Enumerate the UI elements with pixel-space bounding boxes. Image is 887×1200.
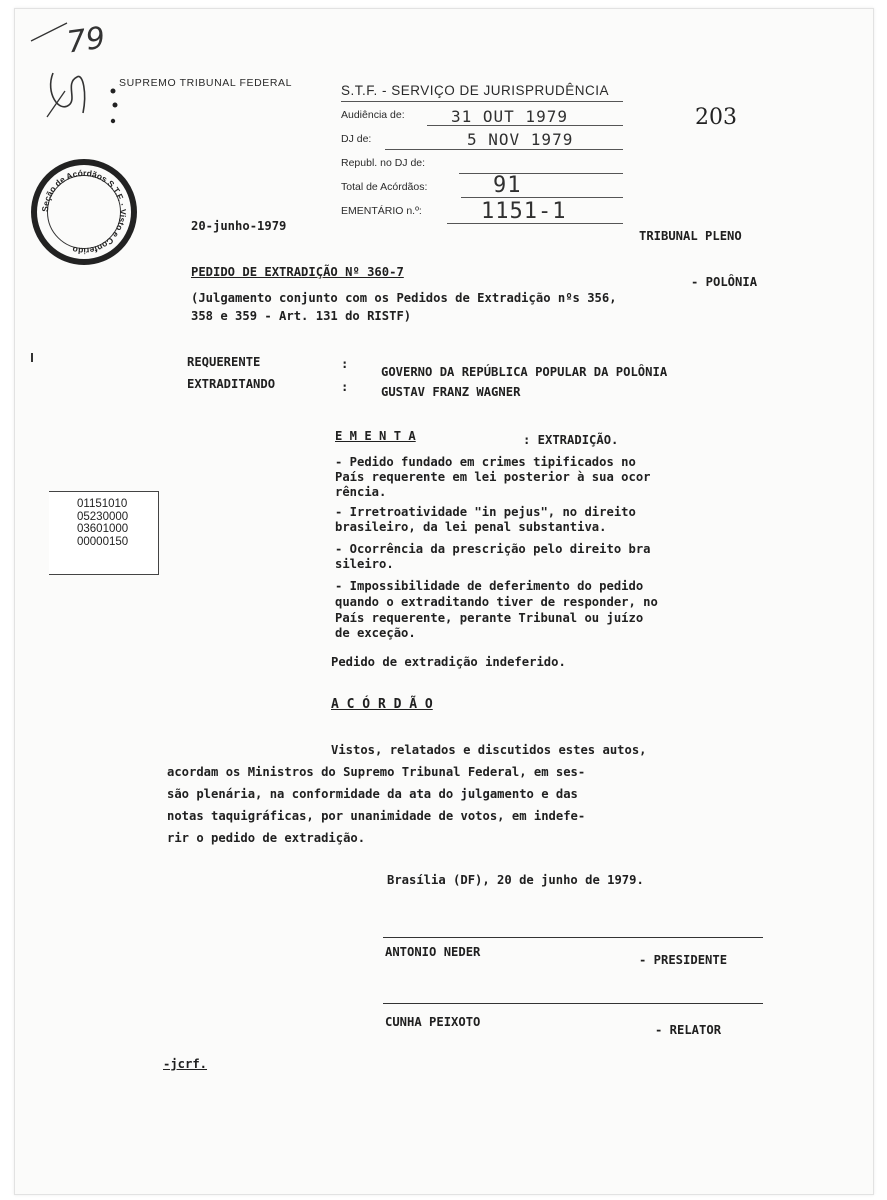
party-sep-requerente: : [341,357,349,371]
acordao-heading: A C Ó R D Ã O [331,697,433,712]
ementa-item-4-line-3: País requerente, perante Tribunal ou juízo [335,611,644,625]
total-value: 91 [493,173,522,198]
ementa-item-1-line-1: - Pedido fundado em crimes tipificados no [335,455,636,469]
total-label: Total de Acórdãos: [341,181,428,193]
audiencia-label: Audiência de: [341,109,405,121]
republ-label: Republ. no DJ de: [341,157,426,169]
acordao-line-1: Vistos, relatados e discutidos estes autos, [331,743,647,757]
republ-line [459,173,623,174]
reference-number-4: 00000150 [77,535,129,548]
ementa-item-3-line-2: sileiro. [335,557,394,571]
place-and-date: Brasília (DF), 20 de junho de 1979. [387,873,644,887]
handwritten-corner-number: 79 [64,20,108,61]
seal-text-ring [31,159,137,265]
document-date: 20-junho-1979 [191,219,287,233]
party-value-extraditando: GUSTAV FRANZ WAGNER [381,385,521,399]
service-title-underline [341,101,623,102]
reference-number-3: 03601000 [77,523,129,535]
total-line [461,197,623,198]
party-label-extraditando: EXTRADITANDO [187,377,276,391]
party-label-requerente: REQUERENTE [187,355,261,369]
acordao-line-4: notas taquigráficas, por unanimidade de votos, em indefe- [167,809,586,823]
svg-text:Seção de Acórdãos S.T.F. · Vis [40,168,128,256]
acordao-line-3: são plenária, na conformidade da ata do julgamento e das [167,787,578,801]
signature-role-relator: - RELATOR [655,1023,722,1037]
joint-judgment-line-2: 358 e 359 - Art. 131 do RISTF) [191,309,412,323]
reference-number-2: 05230000 [77,510,129,523]
dj-value: 5 NOV 1979 [467,130,574,149]
ementa-item-4-line-4: de exceção. [335,626,416,640]
ementa-subject: : EXTRADIÇÃO. [523,433,619,447]
signature-line-relator [383,1003,763,1004]
case-title: PEDIDO DE EXTRADIÇÃO Nº 360-7 [191,265,404,279]
case-country: - POLÔNIA [691,275,758,289]
signature-name-relator: CUNHA PEIXOTO [385,1015,481,1029]
ementa-item-1-line-3: rência. [335,485,387,499]
seal-text: Seção de Acórdãos S.T.F. · Visto e Conferido [39,167,129,257]
ementario-value: 1151-1 [481,199,567,224]
acordao-line-2: acordam os Ministros do Supremo Tribunal Federal, em ses- [167,765,586,779]
institution-name: SUPREMO TRIBUNAL FEDERAL [119,77,293,89]
ementa-item-3-line-1: - Ocorrência da prescrição pelo direito bra [335,542,651,556]
ementa-heading: E M E N T A [335,429,416,443]
reference-number-box [49,491,159,575]
acordaos-seal [31,159,137,265]
document-page [14,8,874,1195]
court-name: TRIBUNAL PLENO [639,229,742,243]
signature-line-president [383,937,763,938]
ementa-item-2-line-1: - Irretroatividade "in pejus", no direito [335,505,636,519]
reference-number-1: 01151010 [77,498,128,510]
ementa-item-2-line-2: brasileiro, da lei penal substantiva. [335,520,607,534]
ementa-item-4-line-1: - Impossibilidade de deferimento do pedido [335,579,644,593]
ementa-item-4-line-2: quando o extraditando tiver de responder, no [335,595,658,609]
ementa-conclusion: Pedido de extradição indeferido. [331,655,566,669]
audiencia-value: 31 OUT 1979 [451,107,568,126]
margin-tick [31,353,33,362]
ementa-item-1-line-2: País requerente em lei posterior à sua ocor [335,470,651,484]
dj-line [385,149,623,150]
page-number: 203 [695,105,737,130]
service-title: S.T.F. - SERVIÇO DE JURISPRUDÊNCIA [341,83,610,98]
ementario-label: EMENTÁRIO n.º: [341,205,422,217]
dj-label: DJ de: [341,133,372,145]
signature-role-president: - PRESIDENTE [639,953,728,967]
typist-initials: -jcrf. [163,1057,208,1071]
party-value-requerente: GOVERNO DA REPÚBLICA POPULAR DA POLÔNIA [381,365,668,379]
acordao-line-5: rir o pedido de extradição. [167,831,366,845]
joint-judgment-line-1: (Julgamento conjunto com os Pedidos de Extradição nºs 356, [191,291,617,305]
party-sep-extraditando: : [341,380,349,394]
signature-name-president: ANTONIO NEDER [385,945,481,959]
